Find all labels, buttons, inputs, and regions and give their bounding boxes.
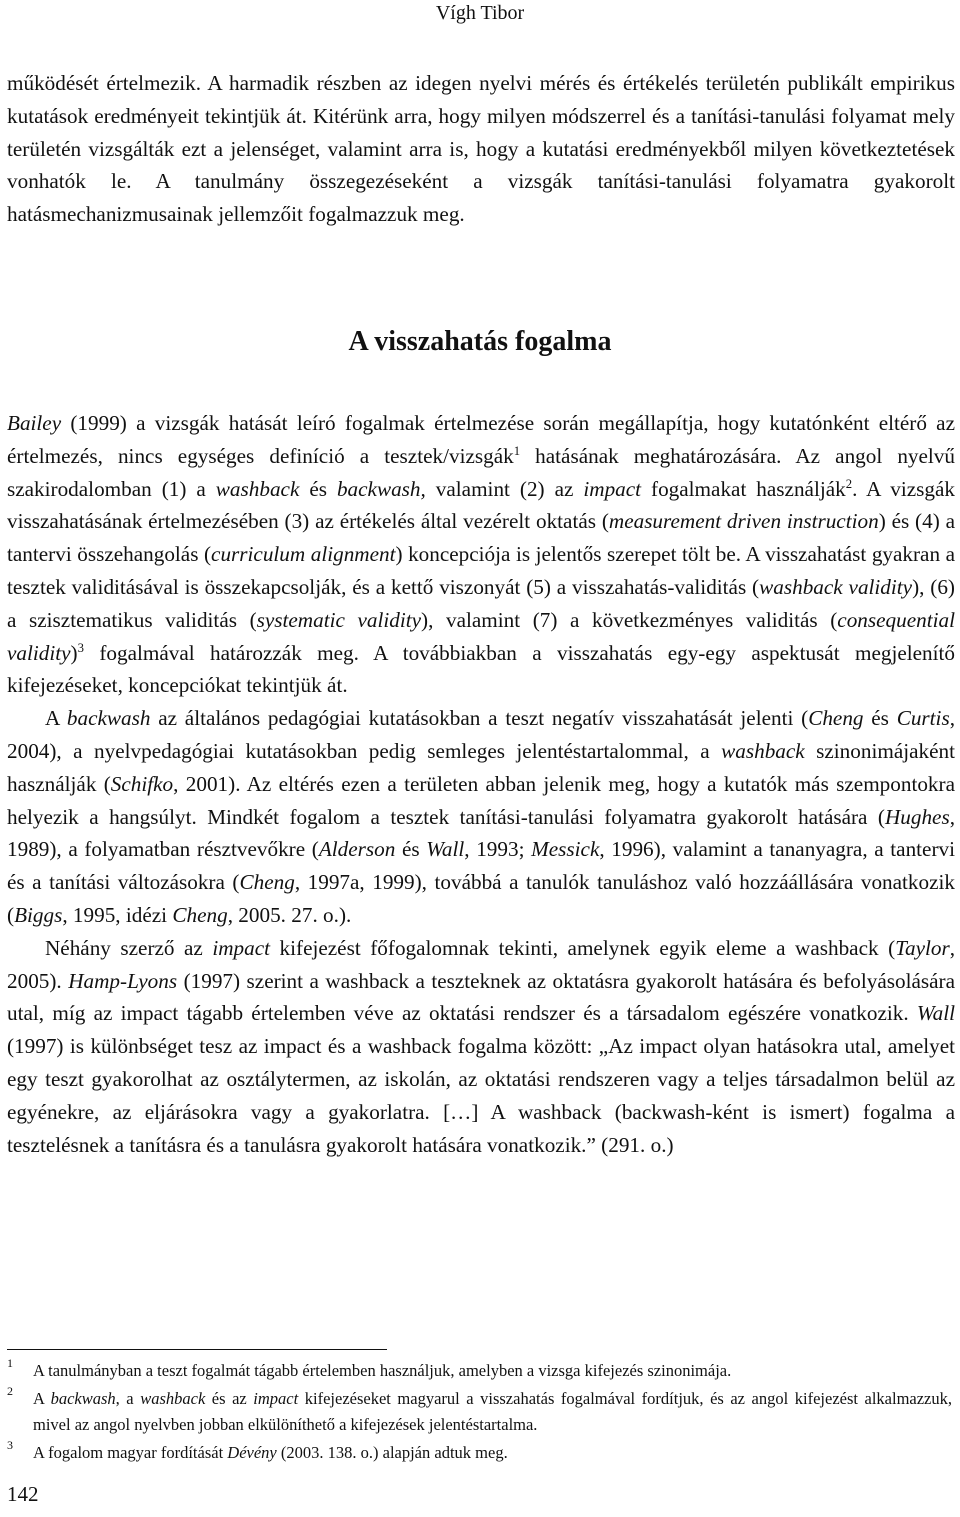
intro-paragraph	[7, 67, 955, 231]
term-italic: backwash,	[336, 476, 426, 501]
running-head-author: Vígh Tibor	[435, 2, 525, 24]
term-italic: washback	[215, 476, 300, 501]
footnote-divider	[7, 1349, 387, 1350]
paragraph-impact: Néhány szerző az impact kifejezést főfogalomnak tekinti, amelynek egyik eleme a washback (Taylor, 2005). Hamp-Lyons (1997) szerint a washback a teszteknek az oktatásra gyakorolt hatására és befolyásolására utal, míg az impact tágabb értelemben véve az oktatási rendszer és a társadalom egészére vonatkozik. Wall (1997) is különbséget tesz az impact és a washback fogalma között: „Az impact olyan hatásokra utal, amelyet egy teszt gyakorolhat az osztálytermen, az iskolán, az oktatási rendszeren vagy a teljes társadalmon belül az egyénekre, az eljárásokra vagy a gyakorlatra. […] A washback (backwash-ként is ismert) fogalma a tesztelésnek a tanításra és a tanulásra gyakorolt hatására vonatkozik.” (291. o.)	[7, 935, 956, 1157]
paragraph-bailey: Bailey (1999) a vizsgák hatását leíró fogalmak értelmezése során megállapítja, hogy kutatónként eltérő az értelmezés, nincs egységes definíció a tesztek/vizsgák$^1$ hatásának meghatározására. Az angol nyelvű szakirodalomban (1) a washback és backwash, valamint (2) az impact fogalmakat használják$^2$. A vizsgák visszahatásának értelmezésében (3) az értékelés által vezérelt oktatás (measurement driven instruction) és (4) a tantervi összehangolás (curriculum alignment) koncepciója is jelentős szerepet tölt be. A visszahatást gyakran a tesztek validitásával is összekapcsolják, és a kettő viszonyát (5) a visszahatás-validitás (washback validity), (6) a szisztematikus validitás (systematic validity), valamint (7) a következményes validitás (consequential validity)$^3$ fogalmával határozzák meg. A továbbiakban a visszahatás egy-egy aspektusát megjelenítő kifejezéseket, koncepciókat tekintjük át.	[7, 411, 956, 698]
term-italic: curriculum alignment	[211, 542, 396, 567]
term-italic: washback validity	[759, 574, 913, 599]
footnote-number: 1	[7, 1356, 13, 1370]
page-number: 142	[7, 1482, 39, 1506]
paragraph-backwash: A backwash az általános pedagógiai kutatásokban a teszt negatív visszahatását jelenti (Cheng és Curtis, 2004), a nyelvpedagógiai kutatásokban pedig semleges jelentéstartalommal, a washback szinonimájaként használják (Schifko, 2001). Az eltérés ezen a területen abban jelenik meg, hogy a kutatók más szempontokra helyezik a hangsúlyt. Mindkét fogalom a tesztek tanítási-tanulási folyamatra gyakorolt hatására (Hughes, 1989), a folyamatban résztvevőkre (Alderson és Wall, 1993; Messick, 1996), valamint a tananyagra, a tantervi és a tanítási változásokra (Cheng, 1997a, 1999), továbbá a tanulók tanuláshoz való hozzáállására vonatkozik (Biggs, 1995, idézi Cheng, 2005. 27. o.).	[7, 706, 956, 927]
term-italic: measurement driven instruction	[608, 509, 879, 534]
section-body	[7, 407, 955, 1161]
footnote-1: 1 A tanulmányban a teszt fogalmát tágabb értelemben használjuk, amelyben a vizsga kifejezés szinonimája.	[7, 1358, 952, 1384]
footnote-ref-2[interactable]: 2	[845, 476, 853, 491]
footnote-3: 3 A fogalom magyar fordítását Dévény (2003. 138. o.) alapján adtuk meg.	[7, 1440, 952, 1466]
footnote-ref-3[interactable]: 3	[77, 640, 84, 655]
citation-author: Bailey	[7, 411, 62, 435]
term-italic: systematic validity	[256, 607, 422, 632]
footnote-ref-1[interactable]: 1	[513, 443, 521, 458]
term-italic: consequential validity	[7, 607, 955, 665]
footnotes	[7, 1358, 952, 1468]
footnote-number: 3	[7, 1438, 13, 1452]
section-heading: A visszahatás fogalma	[348, 326, 612, 357]
footnote-number: 2	[7, 1384, 13, 1398]
footnote-2: 2 A backwash, a washback és az impact kifejezéseket magyarul a visszahatás fogalmával fordítjuk, és az angol kifejezést alkalmazzuk, mivel az angol nyelvben jobban elkülöníthető a kifejezések jelentéstartalma.	[7, 1386, 952, 1438]
intro-text: működését értelmezik. A harmadik részben az idegen nyelvi mérés és értékelés területén publikált empirikus kutatások eredményeit tekintjük át. Kitérünk arra, hogy milyen módszerrel és a tanítási-tanulási folyamat mely területén vizsgálták ezt a jelenséget, valamint arra is, hogy a kutatási eredményekből milyen következtetések vonhatók le. A tanulmány összegezéseként a vizsgák tanítási-tanulási folyamatra gyakorolt hatásmechanizmusainak jellemzőit fogalmazzuk meg.	[7, 71, 955, 227]
term-italic: impact	[583, 476, 642, 501]
